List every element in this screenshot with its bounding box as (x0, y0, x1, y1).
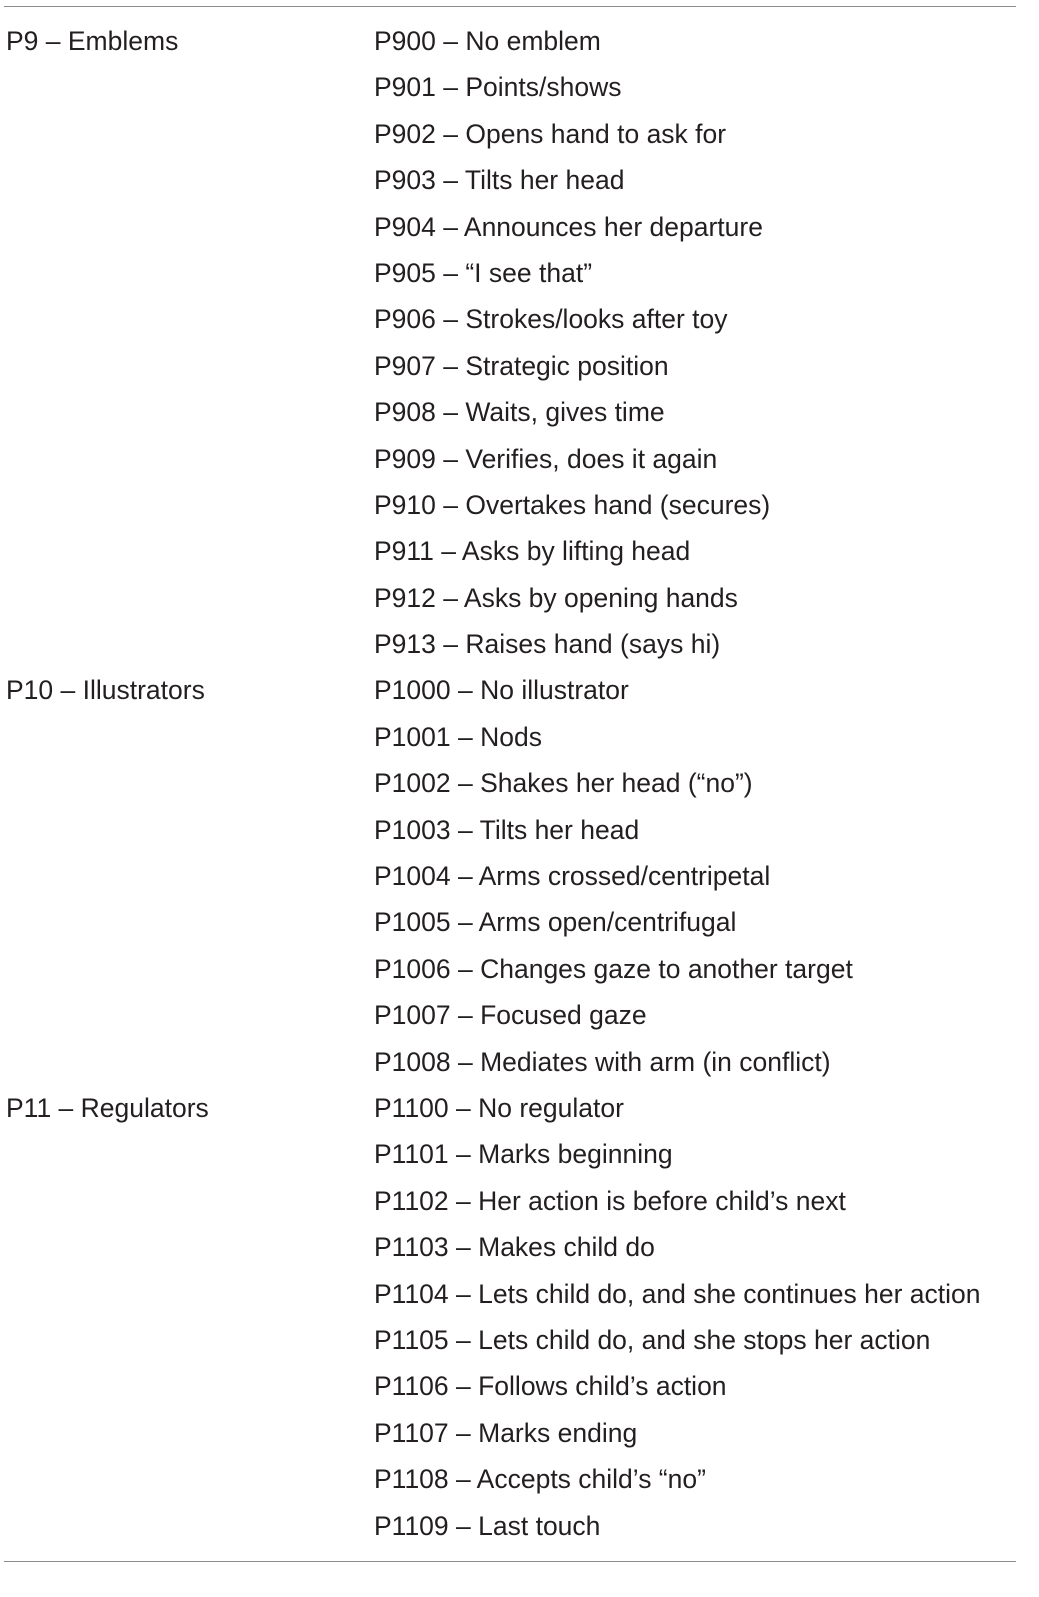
code-item: P907 – Strategic position (374, 350, 669, 381)
category-label: P10 – Illustrators (6, 675, 205, 706)
code-list (374, 1085, 1039, 1549)
code-item: P1002 – Shakes her head (“no”) (374, 768, 753, 799)
code-item: P909 – Verifies, does it again (374, 443, 718, 474)
code-item: P904 – Announces her departure (374, 211, 763, 242)
code-list (374, 667, 1039, 1085)
code-item: P1008 – Mediates with arm (in conflict) (374, 1046, 831, 1077)
category-label: P11 – Regulators (6, 1092, 209, 1123)
code-list (374, 18, 1039, 667)
category-label: P9 – Emblems (6, 26, 179, 56)
code-item: P1101 – Marks beginning (374, 1139, 673, 1170)
code-item: P1102 – Her action is before child’s next (374, 1185, 846, 1216)
table-bottom-rule (4, 1561, 1016, 1562)
code-item: P910 – Overtakes hand (secures) (374, 489, 771, 520)
code-item: P1103 – Makes child do (374, 1232, 655, 1263)
code-item: P1100 – No regulator (374, 1092, 624, 1123)
code-item: P902 – Opens hand to ask for (374, 118, 727, 149)
table-group-regulators (0, 1085, 1039, 1549)
code-item: P1106 – Follows child’s action (374, 1371, 727, 1402)
code-item: P1109 – Last touch (374, 1510, 601, 1541)
code-item: P1005 – Arms open/centrifugal (374, 907, 737, 938)
code-item: P908 – Waits, gives time (374, 397, 665, 428)
code-item: P1000 – No illustrator (374, 675, 629, 706)
codes-table (0, 18, 1039, 1549)
code-item: P911 – Asks by lifting head (374, 536, 691, 567)
table-top-rule (4, 6, 1016, 7)
code-item: P1108 – Accepts child’s “no” (374, 1464, 706, 1495)
code-item: P1006 – Changes gaze to another target (374, 953, 853, 984)
code-item: P1004 – Arms crossed/centripetal (374, 861, 771, 892)
table-group-illustrators (0, 667, 1039, 1085)
code-item: P1003 – Tilts her head (374, 814, 640, 845)
code-item: P1001 – Nods (374, 721, 542, 752)
code-item: P1105 – Lets child do, and she stops her action (374, 1324, 931, 1355)
code-item: P1104 – Lets child do, and she continues her action (374, 1278, 981, 1309)
code-item: P1107 – Marks ending (374, 1417, 638, 1448)
table-group-emblems (0, 18, 1039, 667)
code-item: P906 – Strokes/looks after toy (374, 304, 728, 335)
code-item: P901 – Points/shows (374, 72, 622, 103)
code-item: P905 – “I see that” (374, 257, 593, 288)
code-item: P913 – Raises hand (says hi) (374, 629, 721, 660)
code-item: P912 – Asks by opening hands (374, 582, 738, 613)
code-item: P900 – No emblem (374, 26, 601, 56)
code-item: P1007 – Focused gaze (374, 1000, 647, 1031)
code-item: P903 – Tilts her head (374, 165, 625, 196)
